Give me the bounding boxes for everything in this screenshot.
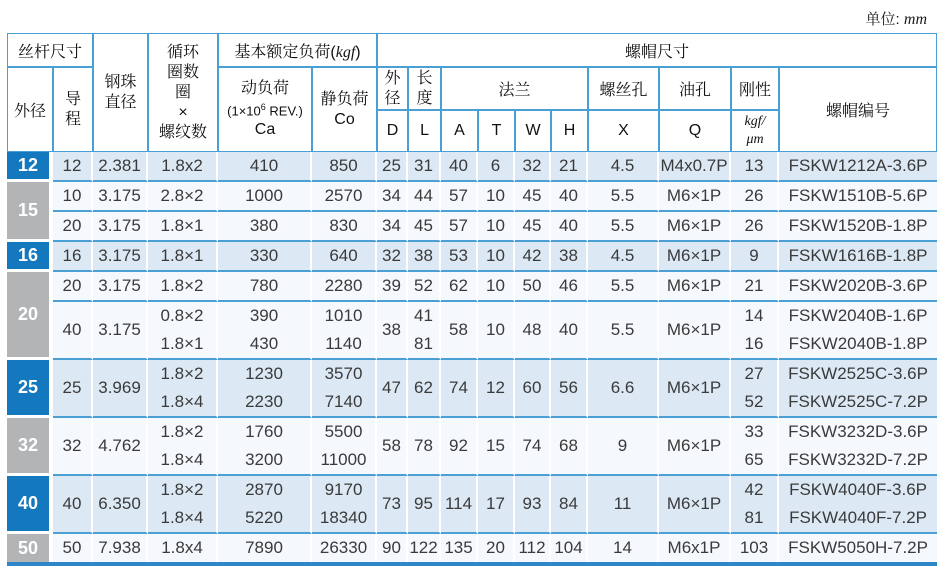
- cell-W: 42: [515, 242, 551, 272]
- cell-T: 6: [478, 152, 515, 182]
- cell-lead: 25: [53, 360, 93, 418]
- row-group-label: 20: [7, 272, 53, 360]
- col-header-screw-size: 丝杆尺寸: [7, 33, 93, 67]
- cell-Q: M6×1P: [659, 302, 731, 360]
- cell-rigidity: 103: [731, 534, 779, 562]
- cell-ball-dia: 3.175: [93, 182, 148, 212]
- cell-cycles: 1.8×2 1.8×4: [148, 360, 218, 418]
- cell-static-load: 26330: [312, 534, 377, 562]
- cell-Q: M6×1P: [659, 242, 731, 272]
- cell-nut-number: FSKW1520B-1.8P: [779, 212, 937, 242]
- cell-dynamic-load: 1230 2230: [218, 360, 312, 418]
- unit-text: 单位:: [865, 11, 904, 28]
- table-row: [7, 302, 937, 360]
- col-header-cycles: 循环 圈数 圈 × 螺纹数: [148, 33, 218, 152]
- cell-nut-number: FSKW1510B-5.6P: [779, 182, 937, 212]
- cell-ball-dia: 4.762: [93, 418, 148, 476]
- cell-W: 74: [515, 418, 551, 476]
- cell-X: 5.5: [588, 212, 659, 242]
- cell-static-load: 5500 11000: [312, 418, 377, 476]
- col-header-nut-length: 长 度: [408, 67, 441, 110]
- cell-dynamic-load: 1000: [218, 182, 312, 212]
- cell-nut-number: FSKW1616B-1.8P: [779, 242, 937, 272]
- cell-A: 114: [441, 476, 478, 534]
- cell-rigidity: 27 52: [731, 360, 779, 418]
- cell-L: 78: [408, 418, 441, 476]
- cell-nut-number: FSKW3232D-3.6P FSKW3232D-7.2P: [779, 418, 937, 476]
- cell-L: 41 81: [408, 302, 441, 360]
- cell-nut-number: FSKW5050H-7.2P: [779, 534, 937, 562]
- cell-dynamic-load: 390 430: [218, 302, 312, 360]
- cell-cycles: 1.8×2: [148, 272, 218, 302]
- cell-X: 4.5: [588, 242, 659, 272]
- cell-lead: 50: [53, 534, 93, 562]
- cell-nut-number: FSKW1212A-3.6P: [779, 152, 937, 182]
- cell-A: 135: [441, 534, 478, 562]
- cell-D: 25: [377, 152, 408, 182]
- cell-static-load: 3570 7140: [312, 360, 377, 418]
- cell-lead: 20: [53, 212, 93, 242]
- cell-cycles: 1.8x2: [148, 152, 218, 182]
- cell-H: 104: [551, 534, 588, 562]
- cell-D: 39: [377, 272, 408, 302]
- cell-lead: 20: [53, 272, 93, 302]
- cell-nut-number: FSKW2020B-3.6P: [779, 272, 937, 302]
- table-row: [7, 418, 937, 476]
- row-group-label: 50: [7, 534, 53, 562]
- cell-H: 40: [551, 182, 588, 212]
- cell-ball-dia: 3.175: [93, 212, 148, 242]
- unit-value: mm: [903, 11, 927, 28]
- cell-cycles: 0.8×2 1.8×1: [148, 302, 218, 360]
- table-row: [7, 242, 937, 272]
- table-row: [7, 360, 937, 418]
- col-header-ball-diameter: 钢珠 直径: [93, 33, 148, 152]
- row-group-label: 40: [7, 476, 53, 534]
- cell-static-load: 2570: [312, 182, 377, 212]
- col-header-Q: Q: [659, 110, 731, 152]
- cell-T: 15: [478, 418, 515, 476]
- cell-H: 21: [551, 152, 588, 182]
- cell-X: 9: [588, 418, 659, 476]
- cell-rigidity: 26: [731, 182, 779, 212]
- col-header-screw-hole: 螺丝孔: [588, 67, 659, 110]
- cell-X: 4.5: [588, 152, 659, 182]
- cell-X: 5.5: [588, 302, 659, 360]
- cell-W: 93: [515, 476, 551, 534]
- cell-cycles: 1.8x4: [148, 534, 218, 562]
- cell-rigidity: 13: [731, 152, 779, 182]
- cell-T: 10: [478, 272, 515, 302]
- cell-static-load: 1010 1140: [312, 302, 377, 360]
- cell-D: 90: [377, 534, 408, 562]
- cell-W: 45: [515, 182, 551, 212]
- cell-Q: M6×1P: [659, 182, 731, 212]
- cell-L: 31: [408, 152, 441, 182]
- cell-L: 95: [408, 476, 441, 534]
- table-row: [7, 476, 937, 534]
- cell-W: 60: [515, 360, 551, 418]
- cell-H: 56: [551, 360, 588, 418]
- cell-D: 47: [377, 360, 408, 418]
- cell-Q: M6×1P: [659, 272, 731, 302]
- col-header-nut-size: 螺帽尺寸: [377, 33, 937, 67]
- cell-ball-dia: 3.175: [93, 302, 148, 360]
- cell-T: 10: [478, 242, 515, 272]
- cell-D: 32: [377, 242, 408, 272]
- col-header-D: D: [377, 110, 408, 152]
- cell-X: 11: [588, 476, 659, 534]
- col-header-nut-od: 外 径: [377, 67, 408, 110]
- row-group-label: 15: [7, 182, 53, 242]
- cell-Q: M6×1P: [659, 212, 731, 242]
- col-header-rigidity-unit: kgf/ μm: [731, 110, 779, 152]
- cell-X: 5.5: [588, 182, 659, 212]
- cell-dynamic-load: 410: [218, 152, 312, 182]
- cell-static-load: 850: [312, 152, 377, 182]
- cell-L: 44: [408, 182, 441, 212]
- table-row: [7, 152, 937, 182]
- table-row: [7, 534, 937, 562]
- cell-ball-dia: 6.350: [93, 476, 148, 534]
- cell-H: 38: [551, 242, 588, 272]
- col-header-H: H: [551, 110, 588, 152]
- cell-A: 57: [441, 212, 478, 242]
- cell-dynamic-load: 7890: [218, 534, 312, 562]
- col-header-W: W: [515, 110, 551, 152]
- cell-D: 58: [377, 418, 408, 476]
- cell-rigidity: 14 16: [731, 302, 779, 360]
- cell-T: 10: [478, 212, 515, 242]
- cell-rigidity: 33 65: [731, 418, 779, 476]
- table-row: [7, 272, 937, 302]
- cell-T: 10: [478, 302, 515, 360]
- cell-lead: 40: [53, 476, 93, 534]
- row-group-label: 25: [7, 360, 53, 418]
- cell-ball-dia: 7.938: [93, 534, 148, 562]
- cell-X: 14: [588, 534, 659, 562]
- cell-H: 40: [551, 212, 588, 242]
- cell-rigidity: 21: [731, 272, 779, 302]
- cell-ball-dia: 3.969: [93, 360, 148, 418]
- col-header-screw-od: 外径: [7, 67, 53, 152]
- cell-X: 6.6: [588, 360, 659, 418]
- cell-Q: M6x1P: [659, 534, 731, 562]
- cell-H: 46: [551, 272, 588, 302]
- col-header-nut-number: 螺帽编号: [779, 67, 937, 152]
- col-header-oil-hole: 油孔: [659, 67, 731, 110]
- cell-static-load: 2280: [312, 272, 377, 302]
- cell-L: 122: [408, 534, 441, 562]
- cell-A: 62: [441, 272, 478, 302]
- cell-L: 38: [408, 242, 441, 272]
- cell-W: 50: [515, 272, 551, 302]
- cell-rigidity: 26: [731, 212, 779, 242]
- cell-dynamic-load: 330: [218, 242, 312, 272]
- row-group-label: 12: [7, 152, 53, 182]
- cell-ball-dia: 3.175: [93, 242, 148, 272]
- cell-rigidity: 9: [731, 242, 779, 272]
- cell-A: 92: [441, 418, 478, 476]
- cell-W: 48: [515, 302, 551, 360]
- col-header-L: L: [408, 110, 441, 152]
- table-row: [7, 182, 937, 212]
- cell-cycles: 1.8×2 1.8×4: [148, 418, 218, 476]
- cell-cycles: 1.8×2 1.8×4: [148, 476, 218, 534]
- cell-static-load: 9170 18340: [312, 476, 377, 534]
- cell-T: 10: [478, 182, 515, 212]
- cell-static-load: 830: [312, 212, 377, 242]
- cell-D: 34: [377, 212, 408, 242]
- cell-Q: M6×1P: [659, 418, 731, 476]
- cell-cycles: 2.8×2: [148, 182, 218, 212]
- cell-nut-number: FSKW2525C-3.6P FSKW2525C-7.2P: [779, 360, 937, 418]
- cell-A: 58: [441, 302, 478, 360]
- col-header-lead: 导 程: [53, 67, 93, 152]
- cell-ball-dia: 3.175: [93, 272, 148, 302]
- cell-H: 84: [551, 476, 588, 534]
- cell-D: 34: [377, 182, 408, 212]
- cell-T: 20: [478, 534, 515, 562]
- table-row: [7, 212, 937, 242]
- cell-W: 45: [515, 212, 551, 242]
- cell-Q: M4x0.7P: [659, 152, 731, 182]
- spec-sheet: [7, 0, 937, 566]
- cell-D: 38: [377, 302, 408, 360]
- col-header-rigidity: 刚性: [731, 67, 779, 110]
- cell-lead: 10: [53, 182, 93, 212]
- unit-label: [7, 0, 937, 33]
- cell-A: 57: [441, 182, 478, 212]
- cell-W: 112: [515, 534, 551, 562]
- cell-L: 62: [408, 360, 441, 418]
- cell-cycles: 1.8×1: [148, 242, 218, 272]
- cell-T: 12: [478, 360, 515, 418]
- cell-W: 32: [515, 152, 551, 182]
- cell-L: 52: [408, 272, 441, 302]
- col-header-X: X: [588, 110, 659, 152]
- cell-L: 45: [408, 212, 441, 242]
- cell-nut-number: FSKW4040F-3.6P FSKW4040F-7.2P: [779, 476, 937, 534]
- cell-dynamic-load: 380: [218, 212, 312, 242]
- cell-A: 74: [441, 360, 478, 418]
- cell-H: 68: [551, 418, 588, 476]
- col-header-T: T: [478, 110, 515, 152]
- cell-lead: 12: [53, 152, 93, 182]
- cell-T: 17: [478, 476, 515, 534]
- col-header-rated-load: 基本额定负荷(kgf): [218, 33, 377, 67]
- cell-X: 5.5: [588, 272, 659, 302]
- cell-dynamic-load: 2870 5220: [218, 476, 312, 534]
- col-header-A: A: [441, 110, 478, 152]
- cell-ball-dia: 2.381: [93, 152, 148, 182]
- cell-D: 73: [377, 476, 408, 534]
- ball-screw-spec-table: [7, 33, 937, 566]
- cell-A: 40: [441, 152, 478, 182]
- cell-lead: 16: [53, 242, 93, 272]
- row-group-label: 32: [7, 418, 53, 476]
- cell-lead: 40: [53, 302, 93, 360]
- cell-nut-number: FSKW2040B-1.6P FSKW2040B-1.8P: [779, 302, 937, 360]
- col-header-dynamic-load: 动负荷 ($1\times 10^6$ REV.) Ca: [218, 67, 312, 152]
- cell-cycles: 1.8×1: [148, 212, 218, 242]
- cell-Q: M6×1P: [659, 476, 731, 534]
- cell-rigidity: 42 81: [731, 476, 779, 534]
- cell-dynamic-load: 1760 3200: [218, 418, 312, 476]
- cell-dynamic-load: 780: [218, 272, 312, 302]
- cell-H: 40: [551, 302, 588, 360]
- cell-A: 53: [441, 242, 478, 272]
- col-header-flange: 法兰: [441, 67, 588, 110]
- cell-static-load: 640: [312, 242, 377, 272]
- cell-lead: 32: [53, 418, 93, 476]
- row-group-label: 16: [7, 242, 53, 272]
- cell-Q: M6×1P: [659, 360, 731, 418]
- col-header-static-load: 静负荷 Co: [312, 67, 377, 152]
